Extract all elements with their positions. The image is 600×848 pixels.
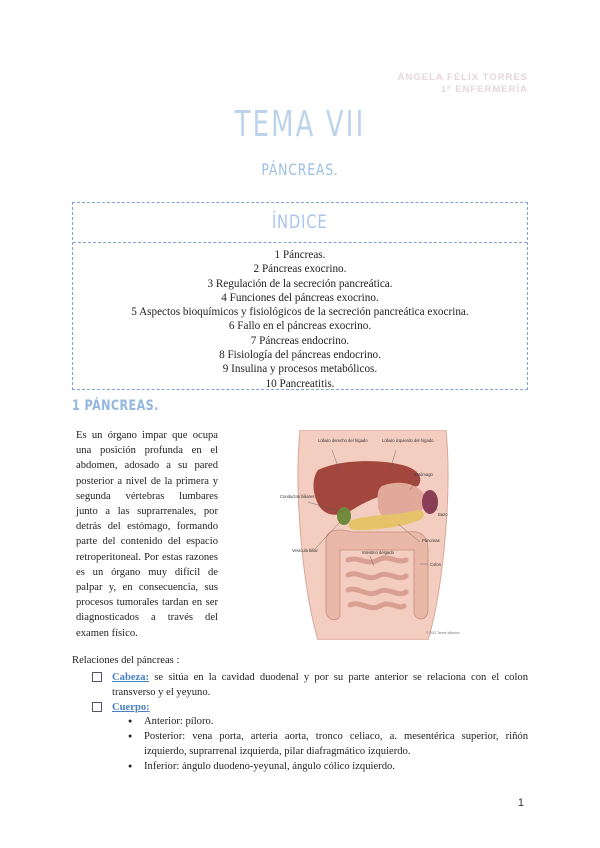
label-bile-ducts: Conductos biliares <box>280 494 315 499</box>
label-gallbladder: Vesícula biliar <box>292 548 318 553</box>
index-item: 3 Regulación de la secreción pancreática. <box>207 277 393 290</box>
label-spleen: Bazo <box>438 512 448 517</box>
page-title: TEMA VII <box>234 104 366 145</box>
label-pancreas: Páncreas <box>422 538 440 543</box>
index-item: 9 Insulina y procesos metabólicos. <box>222 363 378 376</box>
term-body: Cuerpo: <box>112 702 150 713</box>
checkbox-icon <box>92 702 102 712</box>
section-title: 1 PÁNCREAS. <box>72 398 159 414</box>
index-box <box>72 202 528 390</box>
index-item: 4 Funciones del páncreas exocrino. <box>221 291 379 304</box>
index-item: 8 Fisiología del páncreas endocrino. <box>219 349 381 362</box>
list-item: ● Inferior: ángulo duodeno-yeyunal, ángulo cólico izquierdo. <box>132 759 528 774</box>
index-item: 10 Pancreatitis. <box>265 377 335 390</box>
relation-body <box>92 700 528 715</box>
label-stomach: Estómago <box>414 472 433 477</box>
list-item: ● Anterior: píloro. <box>132 714 528 729</box>
section-paragraph: Es un órgano impar que ocupa una posición profunda en el abdomen, adosado a su pared posterior a nivel de la primera y segunda vértebras lumbares junto a las suprarrenales, por detrás del estómago, formando parte del contenido del espacio retroperitoneal. Por estas razones es un órgano muy difícil de palpar y, en consecuencia, sus procesos tumorales tardan en ser diagnosticados a través del examen físico. <box>76 430 218 639</box>
relations-intro: Relaciones del páncreas : <box>72 655 180 666</box>
index-item: 6 Fallo en el páncreas exocrino. <box>228 320 372 333</box>
author-header <box>398 72 528 96</box>
body-relations-list <box>132 714 528 774</box>
relation-head <box>92 670 528 700</box>
checkbox-icon <box>92 672 102 682</box>
page-subtitle: PÁNCREAS. <box>261 160 339 179</box>
list-item: ● Posterior: vena porta, arteria aorta, tronco celiaco, a. mesentérica superior, riñón izquierdo, suprarrenal izquierda, pilar diafragmático izquierdo. <box>132 729 528 759</box>
index-heading: ÍNDICE <box>73 203 527 243</box>
author-name: ÁNGELA FÉLIX TORRES <box>397 72 528 83</box>
abdomen-illustration <box>278 430 464 640</box>
index-item: 2 Páncreas exocrino. <box>253 263 347 276</box>
anatomy-figure <box>278 430 464 640</box>
index-item: 5 Aspectos bioquímicos y fisiológicos de la secreción pancreática exocrina. <box>131 306 469 319</box>
label-lobe-right: Lóbulo derecho del hígado <box>318 438 368 443</box>
page-number: 1 <box>517 797 524 809</box>
course-label: 1º ENFERMERÍA <box>440 84 528 95</box>
index-list <box>73 243 527 391</box>
label-colon: Colon <box>430 562 441 567</box>
index-item: 1 Páncreas. <box>274 249 326 261</box>
label-lobe-left: Lóbulo izquierdo del hígado <box>382 438 434 443</box>
label-small-intestine: Intestino delgado <box>362 550 394 555</box>
head-description: se sitúa en la cavidad duodenal y por su parte anterior se relaciona con el colon transverso y el yeyuno. <box>112 672 528 698</box>
term-head: Cabeza: <box>112 672 150 683</box>
index-item: 7 Páncreas endocrino. <box>250 334 350 347</box>
figure-copyright: © 2013 Terese Winslow <box>426 631 460 635</box>
